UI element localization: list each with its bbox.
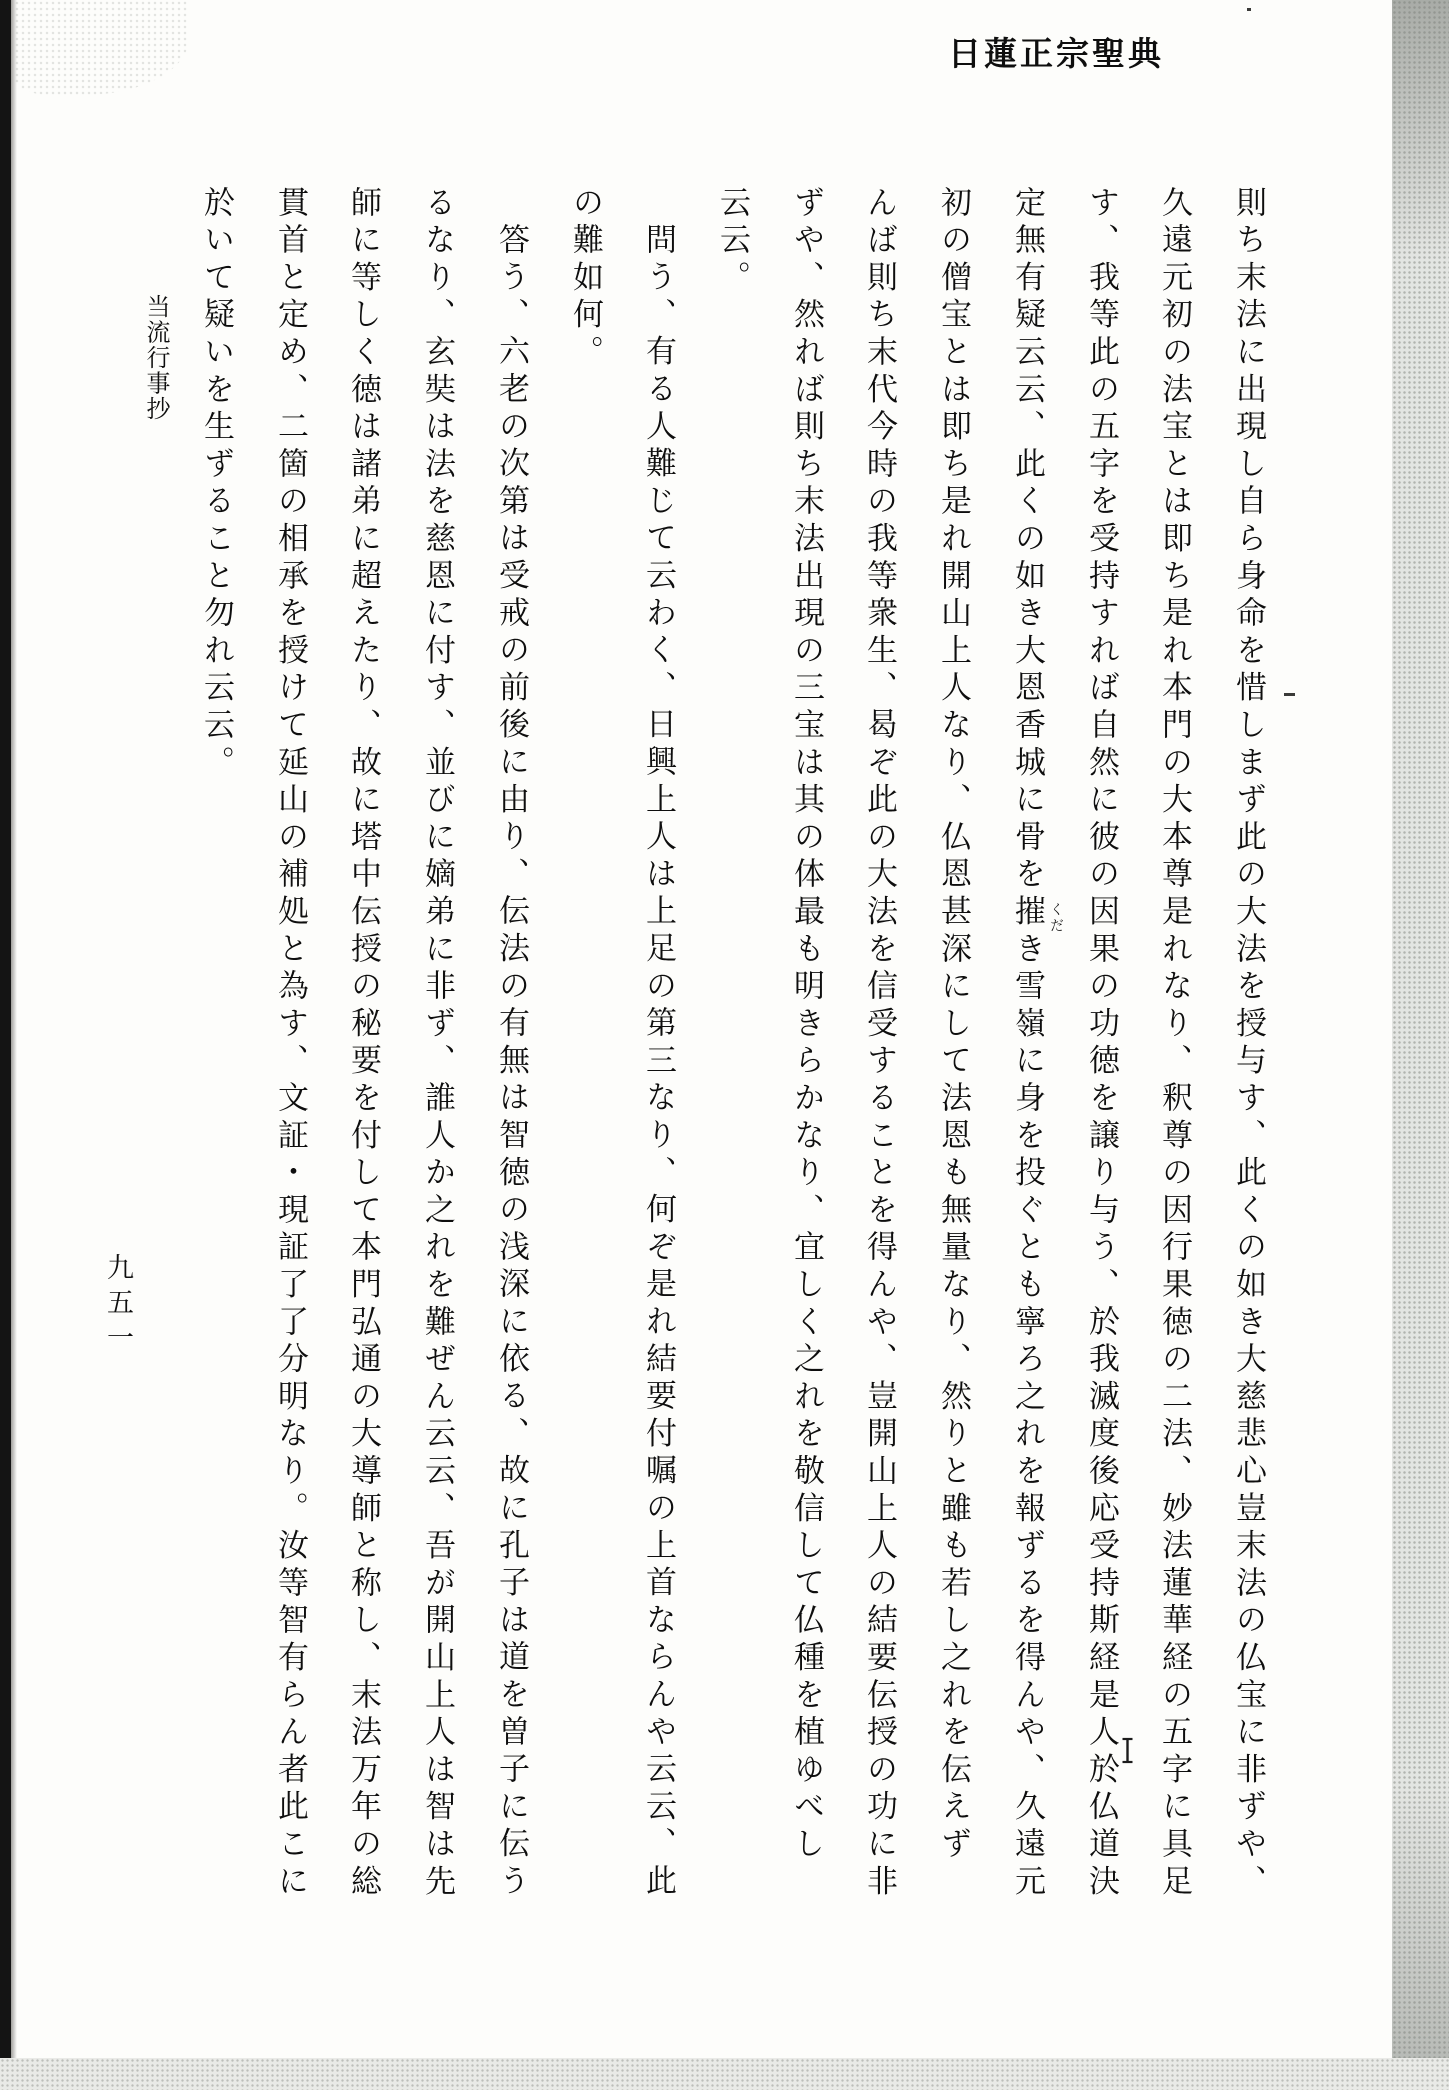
text-column-8: 云云。 (715, 186, 750, 298)
scan-right-edge-shade-top (1392, 0, 1449, 260)
text-column-5: 初の僧宝とは即ち是れ開山上人なり、仏恩甚深にして法恩も無量なり、然りと雖も若し之れを伝えず (936, 186, 971, 1865)
text-column-4: 定無有疑云云、此くの如き大恩香城に骨を摧き雪嶺に身を投ぐとも寧ろ之れを報ずるを得んや、久遠元 (1010, 186, 1045, 1902)
text-column-11: 答う、六老の次第は受戒の前後に由り、伝法の有無は智徳の浅深に依る、故に孔子は道を曽子に伝う (494, 223, 529, 1902)
text-column-12: るなり、玄奘は法を慈恩に付す、並びに嫡弟に非ず、誰人か之れを難ぜん云云、吾が開山上人は智は先 (420, 186, 455, 1902)
scan-left-edge-bar (0, 0, 11, 2090)
text-column-9: 問う、有る人難じて云わく、日興上人は上足の第三なり、何ぞ是れ結要付嘱の上首ならんや云云、此 (641, 223, 676, 1902)
text-column-14: 貫首と定め、二箇の相承を授けて延山の補処と為す、文証・現証了了分明なり。汝等智有らん者此こに (273, 186, 308, 1902)
scan-left-edge-fade (11, 0, 17, 2090)
scan-right-edge-shade-bottom (1392, 1790, 1449, 2090)
page-number: 九五一 (103, 1253, 133, 1358)
text-column-1: 則ち末法に出現し自ら身命を惜しまず此の大法を授与す、此くの如き大慈悲心豈末法の仏宝に非ずや、 (1231, 186, 1266, 1902)
text-column-6: んば則ち末代今時の我等衆生、曷ぞ此の大法を信受することを得んや、豈開山上人の結要伝授の功に非 (862, 186, 897, 1902)
furigana-kuda: くだ (1048, 902, 1063, 934)
scan-topleft-speckle (14, 0, 189, 95)
section-title: 当流行事抄 (142, 294, 168, 422)
scan-speck (1247, 8, 1251, 11)
text-column-7: ずや、然れば則ち末法出現の三宝は其の体最も明きらかなり、宜しく之れを敬信して仏種を植ゆべし (789, 186, 824, 1865)
book-title-header: 日蓮正宗聖典 (948, 37, 1164, 73)
text-column-3: す、我等此の五字を受持すれば自然に彼の因果の功徳を譲り与う、於我滅度後応受持斯経是人於仏道決 (1084, 186, 1119, 1902)
text-column-15: 於いて疑いを生ずること勿れ云云。 (199, 186, 234, 783)
text-column-2: 久遠元初の法宝とは即ち是れ本門の大本尊是れなり、釈尊の因行果徳の二法、妙法蓮華経の五字に具足 (1157, 186, 1192, 1902)
scan-speck (1284, 693, 1295, 696)
text-column-10: の難如何。 (568, 186, 603, 373)
kanbun-return-mark-icon (1122, 1737, 1133, 1769)
text-column-13: 師に等しく徳は諸弟に超えたり、故に塔中伝授の秘要を付して本門弘通の大導師と称し、末法万年の総 (346, 186, 381, 1902)
scan-right-edge-band (1392, 0, 1449, 2090)
scan-bottom-edge-band (0, 2058, 1449, 2090)
